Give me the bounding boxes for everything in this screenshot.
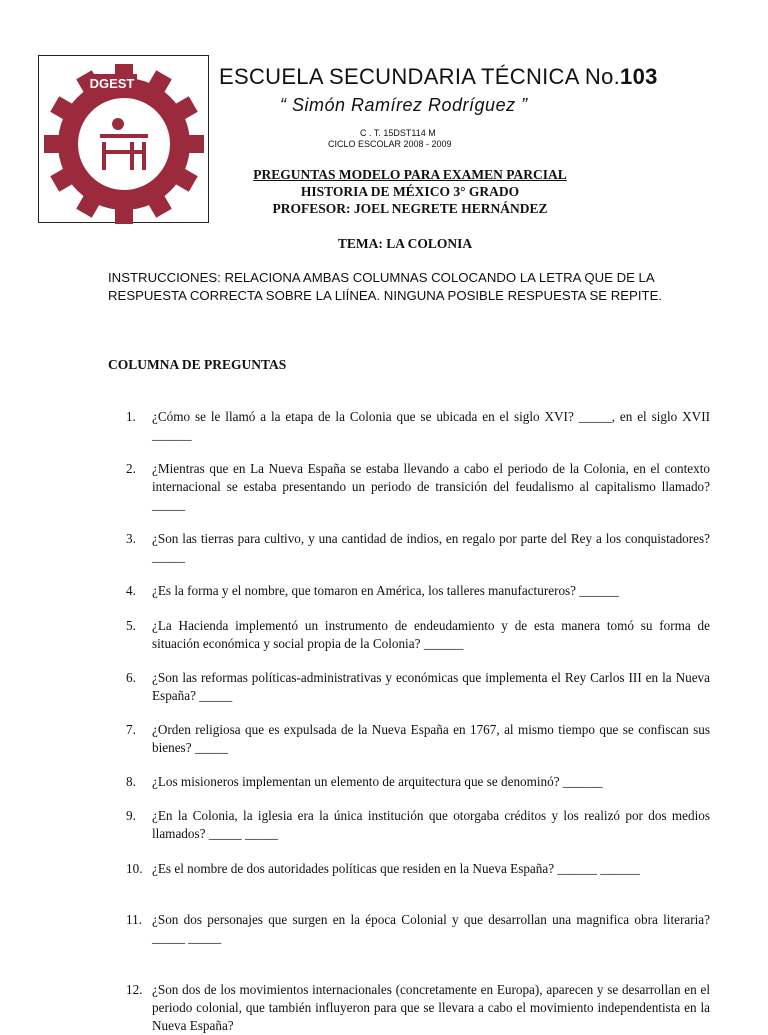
logo-label: DGEST xyxy=(89,76,135,91)
school-cycle: CICLO ESCOLAR 2008 - 2009 xyxy=(328,139,452,149)
school-logo xyxy=(38,55,209,223)
question-number: 10. xyxy=(126,861,143,876)
question-text: ¿Los misioneros implementan un elemento de arquitectura que se denominó? ______ xyxy=(152,774,603,789)
question-text: ¿La Hacienda implementó un instrumento de endeudamiento y de esta manera tomó su forma de situación económica y social propia de la Colonia? ______ xyxy=(152,618,710,651)
question-number: 3. xyxy=(126,531,136,546)
question-number: 11. xyxy=(126,912,142,927)
question-number: 9. xyxy=(126,808,136,823)
question-text: ¿Son las reformas políticas-administrativas y económicas que implementa el Rey Carlos III en la Nueva España? _____ xyxy=(152,670,710,703)
exam-title: PREGUNTAS MODELO PARA EXAMEN PARCIAL xyxy=(253,167,567,182)
question-number: 4. xyxy=(126,583,136,598)
question-number: 6. xyxy=(126,670,136,685)
question-number: 2. xyxy=(126,461,136,476)
question-text: ¿Mientras que en La Nueva España se estaba llevando a cabo el periodo de la Colonia, en el contexto internacional se estaba presentando un periodo de transición del feudalismo al capitalismo llamado? _____ xyxy=(152,461,710,512)
question-number: 12. xyxy=(126,982,143,997)
question-number: 8. xyxy=(126,774,136,789)
question-text: ¿Son las tierras para cultivo, y una cantidad de indios, en regalo por parte del Rey a los conquistadores? _____ xyxy=(152,531,710,564)
question-number: 7. xyxy=(126,722,136,737)
question-text: ¿Orden religiosa que es expulsada de la Nueva España en 1767, al mismo tiempo que se confiscan sus bienes? _____ xyxy=(152,722,710,755)
topic-heading: TEMA: LA COLONIA xyxy=(337,236,473,251)
question-text: ¿Es la forma y el nombre, que tomaron en América, los talleres manufactureros? ______ xyxy=(152,583,619,598)
ct-code: C . T. 15DST114 M xyxy=(360,128,436,138)
gear-logo-icon xyxy=(39,56,210,224)
question-text: ¿Son dos personajes que surgen en la época Colonial y que desarrollan una magnifica obra literaria? _____ _____ xyxy=(152,912,710,945)
column-heading: COLUMNA DE PREGUNTAS xyxy=(108,357,287,372)
school-number: 103 xyxy=(620,64,658,89)
school-name-prefix: ESCUELA SECUNDARIA TÉCNICA No. xyxy=(219,64,621,89)
subject-heading: HISTORIA DE MÉXICO 3° GRADO xyxy=(300,184,520,199)
question-number: 1. xyxy=(126,409,136,424)
question-text: ¿Son dos de los movimientos internacionales (concretamente en Europa), aparecen y se desarrollan en el periodo colonial, que también influyeron para que se llevara a cabo el movimiento independentista en la Nueva España? xyxy=(152,982,710,1033)
instructions: INSTRUCCIONES: RELACIONA AMBAS COLUMNAS COLOCANDO LA LETRA QUE DE LA RESPUESTA CORRECTA SOBRE LA LIÍNEA. NINGUNA POSIBLE RESPUESTA SE REPITE. xyxy=(108,270,663,303)
question-number: 5. xyxy=(126,618,136,633)
question-text: ¿En la Colonia, la iglesia era la única institución que otorgaba créditos y los realizó por dos medios llamados? _____ _____ xyxy=(152,808,710,841)
question-text: ¿Es el nombre de dos autoridades políticas que residen en la Nueva España? ______ ______ xyxy=(152,861,640,876)
school-subtitle: “ Simón Ramírez Rodríguez ” xyxy=(280,95,528,115)
school-name xyxy=(219,64,759,90)
question-text: ¿Cómo se le llamó a la etapa de la Colonia que se ubicada en el siglo XVI? _____, en el siglo XVII ______ xyxy=(152,409,710,442)
teacher-heading: PROFESOR: JOEL NEGRETE HERNÁNDEZ xyxy=(272,201,548,216)
